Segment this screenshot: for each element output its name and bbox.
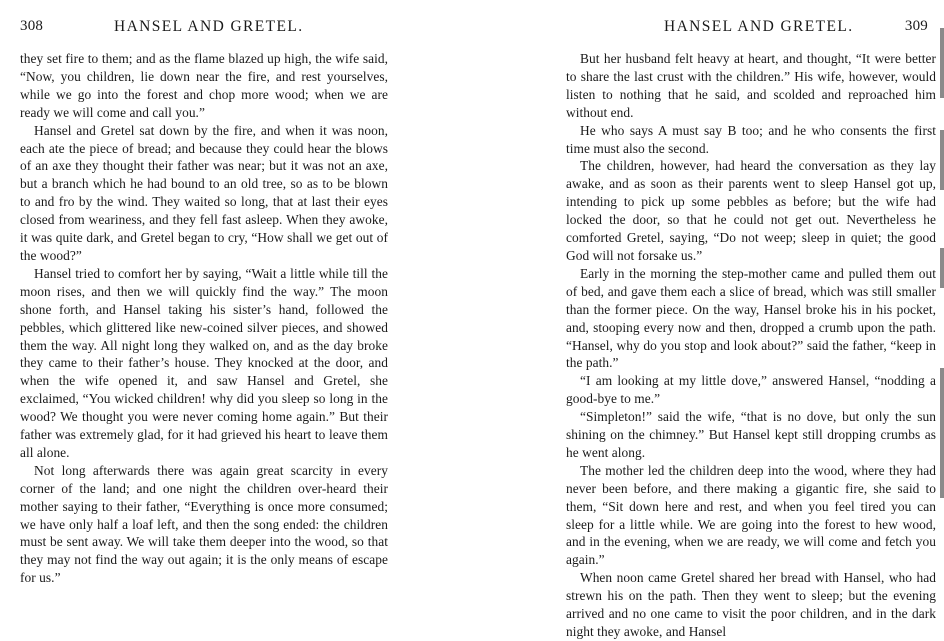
right-paragraph-1: But her husband felt heavy at heart, and thought, “It were better to share the last crust with the children.” His wife, however, would listen to nothing that he said, and scolded and reproached him without end. (566, 51, 936, 120)
left-paragraph-1: they set fire to them; and as the flame blazed up high, the wife said, “Now, you children, lie down near the fire, and rest yourselves, while we go into the forest and chop more wood; when we are ready we will come and call you.” (20, 51, 388, 120)
right-page-number: 309 (904, 18, 928, 34)
left-page-header (20, 0, 388, 44)
left-page-body (20, 50, 388, 587)
scan-edge-mark (940, 130, 944, 190)
right-page (566, 0, 944, 639)
scan-edge-mark (940, 28, 944, 98)
left-running-title: HANSEL AND GRETEL. (114, 18, 304, 35)
right-paragraph-8: When noon came Gretel shared her bread with Hansel, who had strewn his on the path. Then they went to sleep; but the evening arrived and no one came to visit the poor children, and in the dark night they awoke, and Hansel (566, 570, 936, 639)
scan-edge-mark (940, 368, 944, 498)
right-page-header (566, 0, 936, 44)
left-paragraph-4: Not long afterwards there was again great scarcity in every corner of the land; and one night the children over-heard their mother saying to their father, “Everything is once more consumed; we have only half a loaf left, and then the song ended: the children must be sent away. We will take them deeper into the wood, so that they may not find the way out again; it is the only means of escape for us.” (20, 462, 388, 586)
right-paragraph-7: The mother led the children deep into the wood, where they had never been before, and there making a gigantic fire, she said to them, “Sit down here and rest, and when you feel tired you can sleep for a little while. We are going into the forest to hew wood, and in the evening, when we are ready, we will come and fetch you again.” (566, 462, 936, 568)
right-paragraph-6: “Simpleton!” said the wife, “that is no dove, but only the sun shining on the chimney.” But Hansel kept still dropping crumbs as he went along. (566, 409, 936, 460)
left-page-number: 308 (20, 18, 44, 34)
scan-edge-mark (940, 248, 944, 288)
left-paragraph-2: Hansel and Gretel sat down by the fire, and when it was noon, each ate the piece of bread; and because they could hear the blows of an axe they thought their father was near; but it was not an axe, but a branch which he had bound to an old tree, so as to be blown to and fro by the wind. They waited so long, that at last their eyes closed from weariness, and they fell fast asleep. When they awoke, it was quite dark, and Gretel began to cry, “How shall we get out of the wood?” (20, 122, 388, 263)
left-paragraph-3: Hansel tried to comfort her by saying, “Wait a little while till the moon rises, and then we will quickly find the way.” The moon shone forth, and Hansel taking his sister’s hand, followed the pebbles, which glittered like new-coined silver pieces, and showed them the way. All night long they walked on, and as the day broke they came to their father’s house. They knocked at the door, and when the wife opened it, and saw Hansel and Gretel, she exclaimed, “You wicked children! why did you sleep so long in the wood? We thought you were never coming home again.” But their father was extremely glad, for it had grieved his heart to leave them all alone. (20, 265, 388, 460)
left-page (0, 0, 388, 591)
right-page-body (566, 50, 936, 641)
right-paragraph-2: He who says A must say B too; and he who consents the first time must also the second. (566, 122, 936, 156)
right-paragraph-4: Early in the morning the step-mother came and pulled them out of bed, and gave them each a slice of bread, which was still smaller than the former piece. On the way, Hansel broke his in his pocket, and, stooping every now and then, dropped a crumb upon the path. “Hansel, why do you stop and look about?” said the father, “keep in the path.” (566, 265, 936, 371)
right-paragraph-5: “I am looking at my little dove,” answered Hansel, “nodding a good-bye to me.” (566, 373, 936, 407)
right-running-title: HANSEL AND GRETEL. (664, 18, 854, 35)
right-paragraph-3: The children, however, had heard the conversation as they lay awake, and as soon as their parents went to sleep Hansel got up, intending to pick up some pebbles as before; but the wife had locked the door, so that he could not get out. Nevertheless he comforted Gretel, saying, “Do not weep; sleep in quiet; the good God will not forsake us.” (566, 158, 936, 263)
